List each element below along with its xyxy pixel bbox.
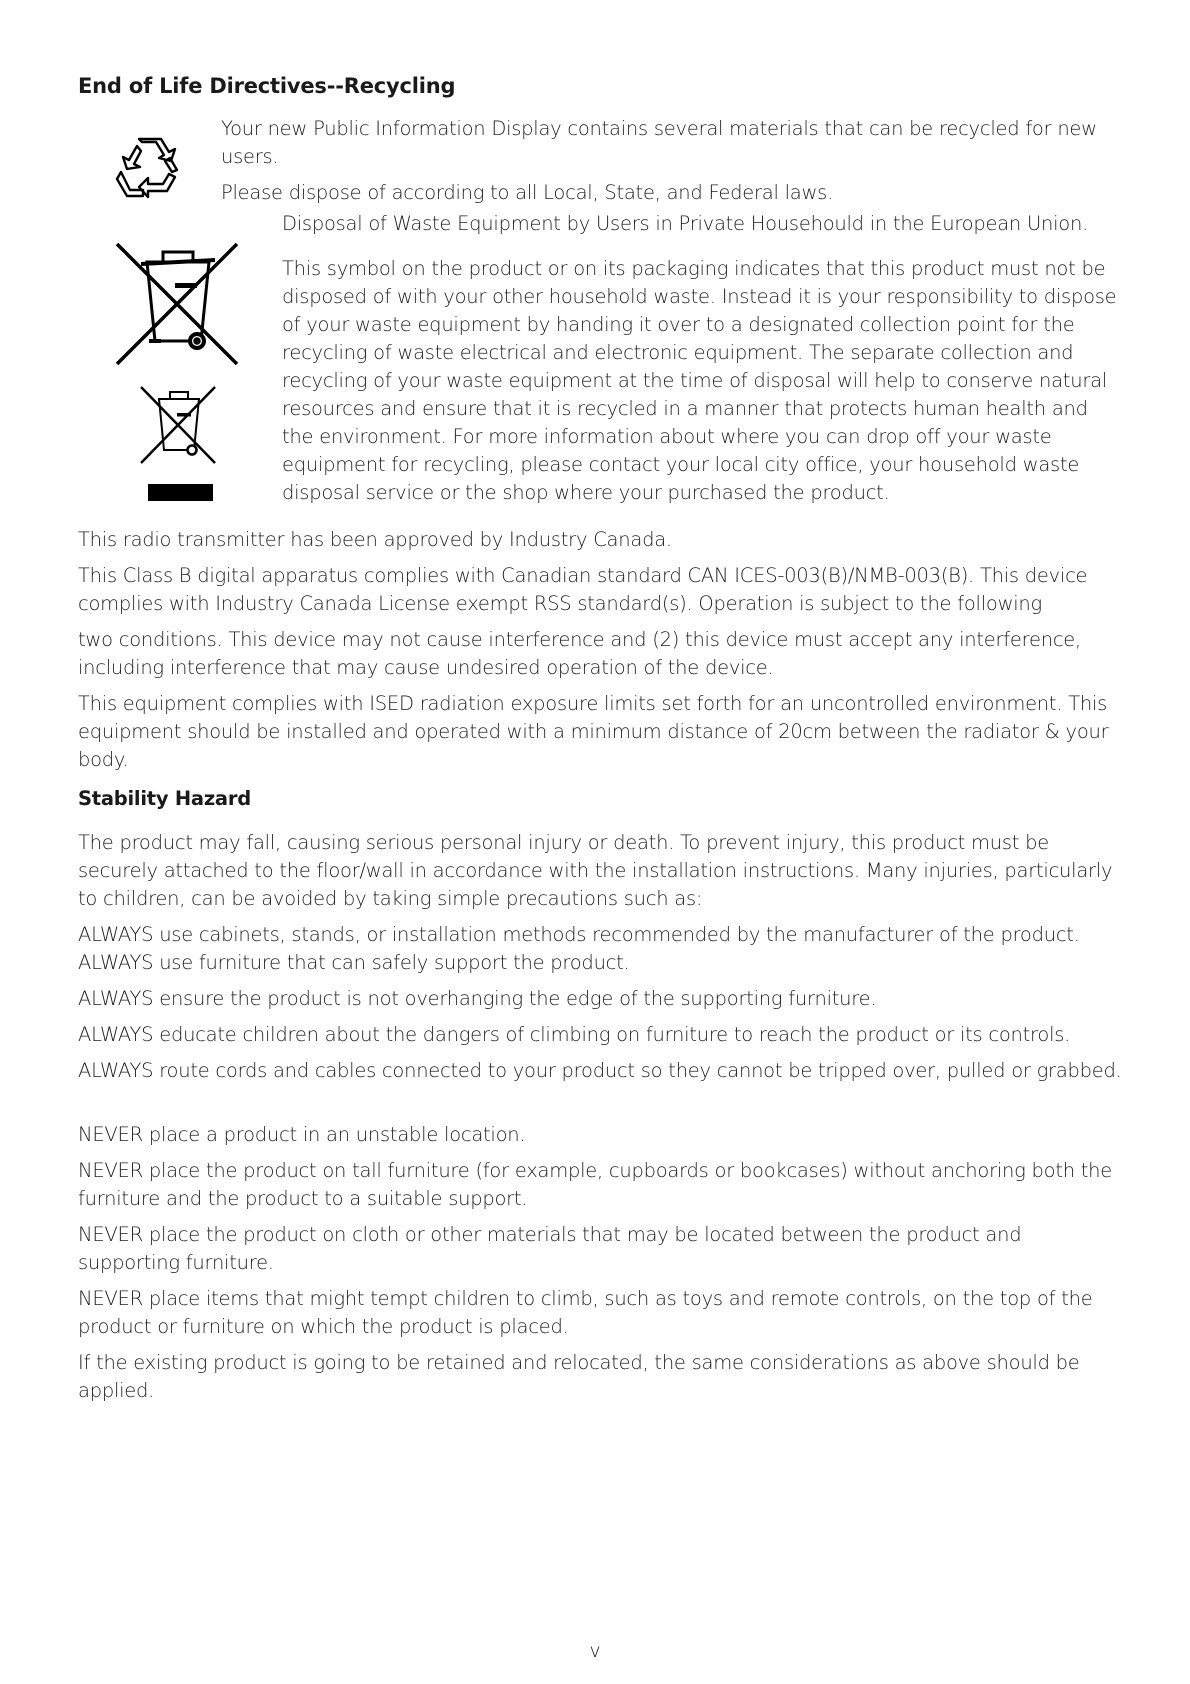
stability-item: ALWAYS ensure the product is not overhanging the edge of the supporting furniture. xyxy=(78,987,877,1010)
canada-conditions: two conditions. This device may not cause interference and (2) this device must accept any interference, including interference that may cause undesired operation of the device. xyxy=(78,628,1082,679)
stability-item: NEVER place items that might tempt children to climb, such as toys and remote controls, on the top of the product or furniture on which the product is placed. xyxy=(78,1287,1093,1338)
recycle-icon xyxy=(115,134,183,202)
stability-item: If the existing product is going to be retained and relocated, the same considerations as above should be applied. xyxy=(78,1351,1080,1402)
weee-body: This symbol on the product or on its packaging indicates that this product must not be disposed of with your other household waste. Instead it is your responsibility to dispose of your waste equipment by handing it over to a designated collection point for the recycling of waste electrical and electronic equipment. The separate collection and recycling of your waste equipment at the time of disposal will help to conserve natural resources and ensure that it is recycled in a manner that protects human health and the environment. For more information about where you can drop off your waste equipment for recycling, please contact your local city office, your household waste disposal service or the shop where your purchased the product. xyxy=(282,257,1117,504)
crossed-bin-icon xyxy=(115,242,240,366)
page-number: v xyxy=(589,1640,601,1662)
crossed-bin-small-icon xyxy=(139,385,219,467)
section-heading: End of Life Directives--Recycling xyxy=(78,74,456,98)
stability-item: NEVER place the product on cloth or other materials that may be located between the product and supporting furniture. xyxy=(78,1223,1022,1274)
stability-heading: Stability Hazard xyxy=(78,787,251,810)
weee-title: Disposal of Waste Equipment by Users in Private Househould in the European Union. xyxy=(282,212,1089,235)
stability-item: ALWAYS route cords and cables connected to your product so they cannot be tripped over, pulled or grabbed. xyxy=(78,1059,1122,1082)
canada-class-b: This Class B digital apparatus complies with Canadian standard CAN ICES-003(B)/NMB-003(B). This device complies with Industry Canada License exempt RSS standard(s). Operation is subject to the following xyxy=(78,564,1088,615)
weee-black-bar xyxy=(148,484,213,501)
stability-item: NEVER place the product on tall furniture (for example, cupboards or bookcases) without anchoring both the furniture and the product to a suitable support. xyxy=(78,1159,1113,1210)
recycle-text-2: Please dispose of according to all Local, State, and Federal laws. xyxy=(221,181,834,204)
recycle-text-1: Your new Public Information Display contains several materials that can be recycled for new users. xyxy=(221,117,1097,168)
ised-exposure: This equipment complies with ISED radiation exposure limits set forth for an uncontrolled environment. This equipment should be installed and operated with a minimum distance of 20cm between the radiator & your body. xyxy=(78,692,1109,771)
stability-item: ALWAYS use cabinets, stands, or installation methods recommended by the manufacturer of the product. ALWAYS use furniture that can safely support the product. xyxy=(78,923,1080,974)
stability-item: ALWAYS educate children about the dangers of climbing on furniture to reach the product or its controls. xyxy=(78,1023,1071,1046)
canada-approval: This radio transmitter has been approved by Industry Canada. xyxy=(78,528,672,551)
stability-intro: The product may fall, causing serious personal injury or death. To prevent injury, this product must be securely attached to the floor/wall in accordance with the installation instructions. Many injuries, particularly to children, can be avoided by taking simple precautions such as: xyxy=(78,831,1113,910)
stability-item: NEVER place a product in an unstable location. xyxy=(78,1123,526,1146)
